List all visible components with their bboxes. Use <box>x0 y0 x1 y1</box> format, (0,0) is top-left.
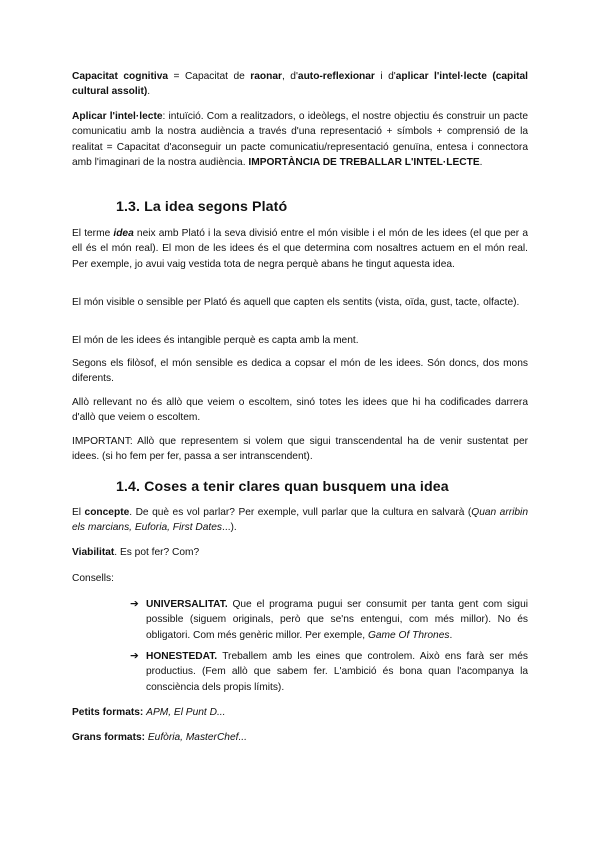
term-viabilitat: Viabilitat <box>72 547 115 558</box>
paragraph-capacitat-cognitiva: Capacitat cognitiva = Capacitat de raonar, d'auto-reflexionar i d'aplicar l'intel·lecte (capital cultural assolit). <box>72 71 528 98</box>
term-universalitat: UNIVERSALITAT. <box>146 599 228 610</box>
paragraph-mon-idees: El món de les idees és intangible perquè es capta amb la ment. <box>72 335 359 346</box>
paragraph-rellevant: Allò rellevant no és allò que veiem o escoltem, sinó totes les idees que hi ha codificades darrera d'allò que veiem o escoltem. <box>72 397 528 424</box>
term-honestedat: HONESTEDAT. <box>146 651 218 662</box>
term-aplicar-intellecte: Aplicar l'intel·lecte <box>72 111 163 122</box>
bullet-universalitat: ➔ UNIVERSALITAT. Que el programa pugui ser consumit per tanta gent com sigui possible (siguem originals, però que se'ns entengui, com més millor). No és obligatori. Com més genèric millor. Per exemple, Game Of Thrones. <box>130 598 528 641</box>
paragraph-grans-formats: Grans formats: Eufòria, MasterChef... <box>72 732 247 743</box>
term-capacitat-cognitiva: Capacitat cognitiva <box>72 71 169 82</box>
heading-coses-a-tenir-clares: 1.4. Coses a tenir clares quan busquem una idea <box>116 479 449 495</box>
section-heading-1-3 <box>116 199 287 215</box>
paragraph-aplicar-intellecte: Aplicar l'intel·lecte: intuïció. Com a realitzadors, o ideòlegs, el nostre objectiu és construir un pacte comunicatiu amb la nostra audiència a través d'una representació + símbols + comprensió de la realitat = Capacitat d'aconseguir un pacte comunicatiu/representació genuïna, entesa i connectora amb l'imaginari de la nostra audiència. IMPORTÀNCIA DE TREBALLAR L'INTEL·LECTE. <box>72 111 528 169</box>
paragraph-viabilitat: Viabilitat. Es pot fer? Com? <box>72 547 200 558</box>
arrow-bullet-icon: ➔ <box>130 598 139 610</box>
paragraph-concepte: El concepte. De què es vol parlar? Per exemple, vull parlar que la cultura en salvarà (Quan arribin els marcians, Euforia, First Dates...). <box>72 507 528 534</box>
arrow-bullet-icon: ➔ <box>130 650 139 662</box>
paragraph-important: IMPORTANT: Allò que representem si volem que sigui transcendental ha de venir sustentat per idees. (si ho fem per fer, passa a ser intranscendent). <box>72 436 528 463</box>
paragraph-filosof: Segons els filòsof, el món sensible es dedica a copsar el món de les idees. Són doncs, dos mons diferents. <box>72 358 528 385</box>
paragraph-petits-formats: Petits formats: APM, El Punt D... <box>72 707 226 718</box>
paragraph-consells: Consells: <box>72 573 114 584</box>
paragraph-terme-idea: El terme idea neix amb Plató i la seva divisió entre el món visible i el món de les idees (el que per a ell és el món real). El mon de les idees és el que determina com nosaltres actuem en el món real. Per exemple, jo avui vaig vestida tota de negra perquè abans he tingut aquesta idea. <box>72 228 528 270</box>
heading-la-idea-segons-plato: 1.3. La idea segons Plató <box>116 199 288 215</box>
bullet-honestedat: ➔ HONESTEDAT. Treballem amb les eines que controlem. Això ens farà ser més productius. (Fem allò que sabem fer. L'ambició és bona quan l'acompanya la consciència dels propis límits). <box>130 650 528 693</box>
section-heading-1-4 <box>116 479 449 495</box>
term-concepte: concepte <box>84 507 130 518</box>
paragraph-mon-visible: El món visible o sensible per Plató és aquell que capten els sentits (vista, oïda, gust, tacte, olfacte). <box>72 297 520 308</box>
